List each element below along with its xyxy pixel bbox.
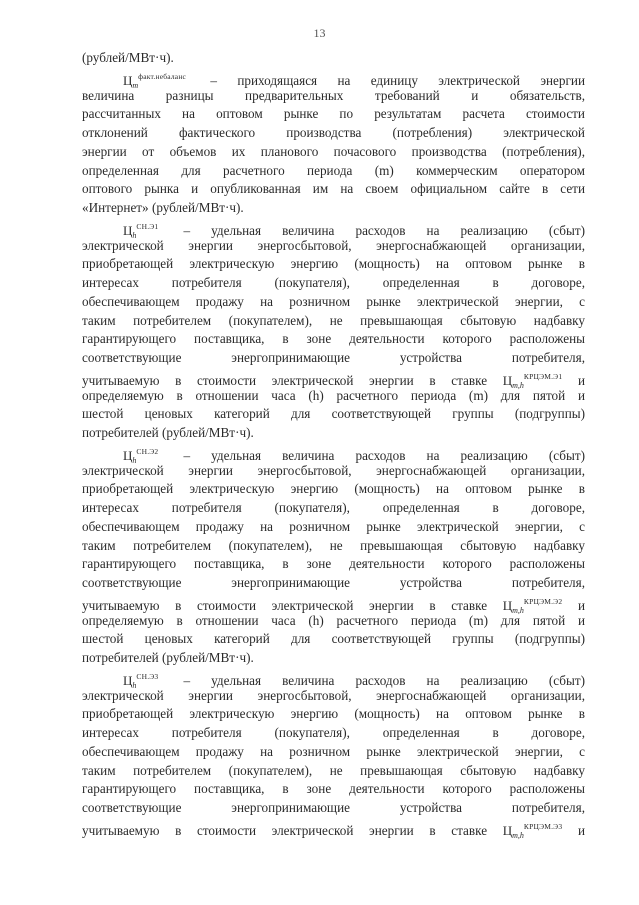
text-line: обеспечивающем продажу на розничном рынке электрической энергии, с: [82, 518, 585, 534]
definition-sn-e2: $Ц_h^{СН.Э2}$ – удельная величина расходов на реализацию (сбыт): [82, 443, 585, 462]
text-line: интересах потребителя (покупателя), определенная в договоре,: [82, 275, 585, 290]
formula-symbol-krcem-e1: $Ц_{m,h}^{КРЦЭМ.Э1}$: [502, 371, 563, 390]
definition-fact-nebalans: $Ц_m^{факт.небаланс}$ – приходящаяся на единицу электрической энергии: [82, 68, 585, 87]
document-body: [82, 49, 586, 840]
definition-sn-e1: $Ц_h^{СН.Э1}$ – удельная величина расходов на реализацию (сбыт): [82, 218, 585, 237]
formula-symbol-sn-e2: $Ц_h^{СН.Э2}$: [123, 446, 159, 465]
text-line: приобретающей электрическую энергию (мощность) на оптовом рынке в: [82, 706, 585, 722]
page-number: 13: [313, 26, 326, 40]
text-line-with-symbol: учитываемую в стоимости электрической энергии в ставке $Ц_{m,h}^{КРЦЭМ.Э1}$ и: [82, 368, 585, 387]
formula-symbol-sn-e1: $Ц_h^{СН.Э1}$: [123, 221, 159, 240]
text-line: определенная для расчетного периода (m) коммерческим оператором: [82, 162, 585, 178]
text-line: обеспечивающем продажу на розничном рынке электрической энергии, с: [82, 293, 585, 309]
text-line: приобретающей электрическую энергию (мощность) на оптовом рынке в: [82, 481, 585, 497]
text-line: соответствующие энергопринимающие устройства потребителя,: [82, 800, 585, 815]
formula-symbol-krcem-e3: $Ц_{m,h}^{КРЦЭМ.Э3}$: [502, 821, 563, 840]
text-line: «Интернет» (рублей/МВт·ч).: [82, 200, 244, 215]
text-line: шестой ценовых категорий для соответствующей группы (подгруппы): [82, 406, 585, 422]
text-line: величина разницы предварительных требований и обязательств,: [82, 87, 585, 103]
text-line: интересах потребителя (покупателя), определенная в договоре,: [82, 500, 585, 515]
text-line: определяемую в отношении часа (h) расчетного периода (m) для пятой и: [82, 387, 585, 403]
text-line: гарантирующего поставщика, в зоне деятельности которого расположены: [82, 781, 585, 797]
text-line: электрической энергии энергосбытовой, энергоснабжающей организации,: [82, 237, 585, 253]
formula-symbol-sn-e3: $Ц_h^{СН.Э3}$: [123, 671, 159, 690]
text-line: приобретающей электрическую энергию (мощность) на оптовом рынке в: [82, 256, 585, 272]
text-line: оптового рынка и опубликованная им на своем официальном сайте в сети: [82, 181, 585, 197]
text-line-with-symbol: учитываемую в стоимости электрической энергии в ставке $Ц_{m,h}^{КРЦЭМ.Э2}$ и: [82, 593, 585, 612]
text-line: соответствующие энергопринимающие устройства потребителя,: [82, 350, 585, 365]
text-line-with-symbol: учитываемую в стоимости электрической энергии в ставке $Ц_{m,h}^{КРЦЭМ.Э3}$ и: [82, 818, 585, 837]
text-line: рассчитанных на оптовом рынке по результатам расчета стоимости: [82, 106, 585, 122]
text-line: электрической энергии энергосбытовой, энергоснабжающей организации,: [82, 462, 585, 478]
text-line: гарантирующего поставщика, в зоне деятельности которого расположены: [82, 556, 585, 572]
text-line: таким потребителем (покупателем), не превышающая сбытовую надбавку: [82, 537, 585, 553]
text-line: таким потребителем (покупателем), не превышающая сбытовую надбавку: [82, 762, 585, 778]
text-line: гарантирующего поставщика, в зоне деятельности которого расположены: [82, 331, 585, 347]
text-line: таким потребителем (покупателем), не превышающая сбытовую надбавку: [82, 312, 585, 328]
formula-symbol-krcem-e2: $Ц_{m,h}^{КРЦЭМ.Э2}$: [502, 596, 563, 615]
text-line: интересах потребителя (покупателя), определенная в договоре,: [82, 725, 585, 740]
text-line: потребителей (рублей/МВт·ч).: [82, 425, 254, 440]
formula-symbol-fact-nebalans: $Ц_m^{факт.небаланс}$: [123, 71, 187, 90]
definition-sn-e3: $Ц_h^{СН.Э3}$ – удельная величина расходов на реализацию (сбыт): [82, 668, 585, 687]
text-line: (рублей/МВт·ч).: [82, 50, 174, 65]
text-line: потребителей (рублей/МВт·ч).: [82, 650, 254, 665]
text-line: определяемую в отношении часа (h) расчетного периода (m) для пятой и: [82, 612, 585, 628]
text-line: соответствующие энергопринимающие устройства потребителя,: [82, 575, 585, 590]
text-line: отклонений фактического производства (потребления) электрической: [82, 125, 585, 140]
text-line: обеспечивающем продажу на розничном рынке электрической энергии, с: [82, 743, 585, 759]
text-line: энергии от объемов их планового почасового производства (потребления),: [82, 143, 585, 159]
text-line: шестой ценовых категорий для соответствующей группы (подгруппы): [82, 631, 585, 647]
text-line: электрической энергии энергосбытовой, энергоснабжающей организации,: [82, 687, 585, 703]
